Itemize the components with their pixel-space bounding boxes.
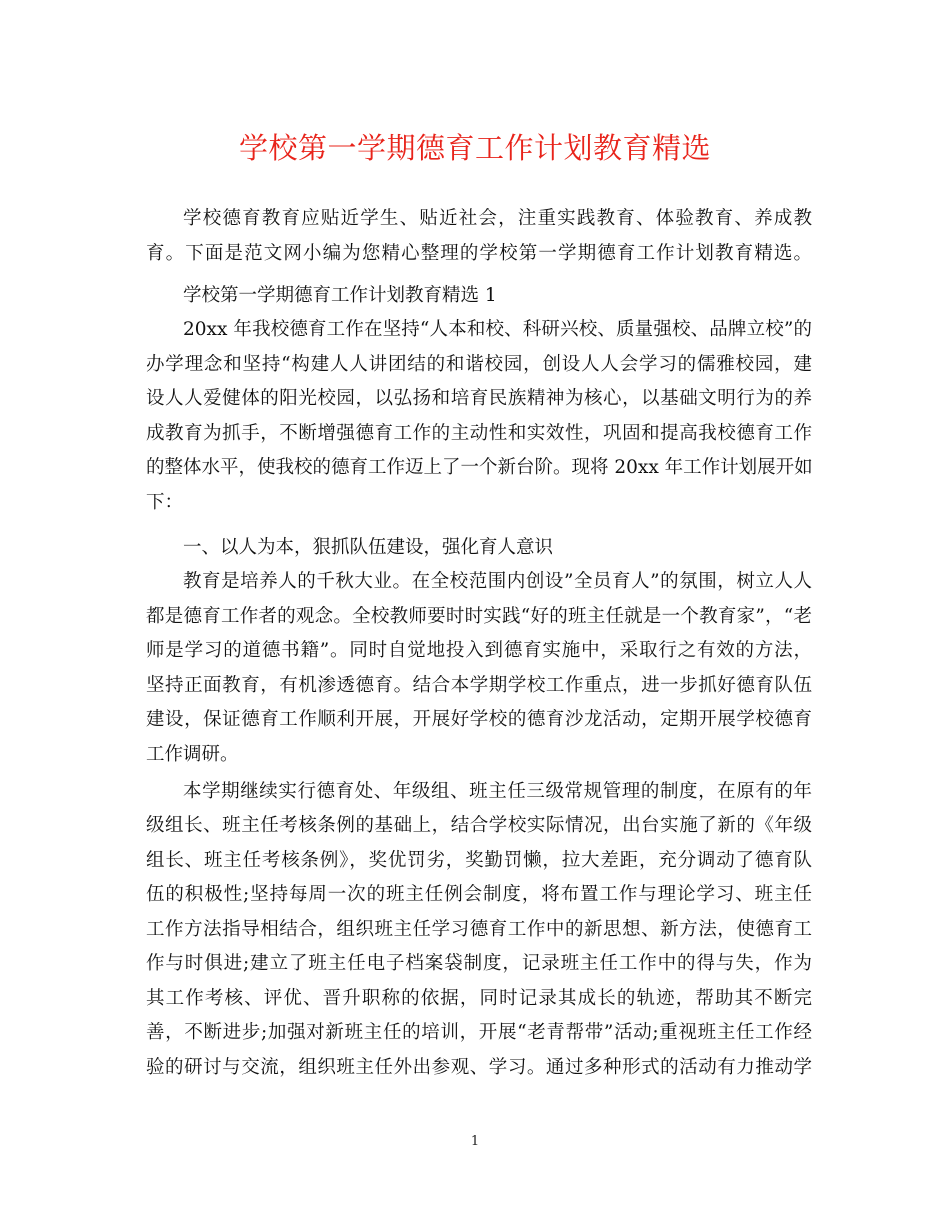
text-line: 学校德育教育应贴近学生、贴近社会，注重实践教育、体验教育、养成教: [183, 208, 812, 229]
text-line: 善，不断进步;加强对新班主任的培训，开展“老青帮带”活动;重视班主任工作经: [146, 1022, 812, 1043]
text-line: 伍的积极性;坚持每周一次的班主任例会制度，将布置工作与理论学习、班主任: [146, 884, 812, 905]
page-number: 1: [470, 1134, 480, 1149]
text-line: 坚持正面教育，有机渗透德育。结合本学期学校工作重点，进一步抓好德育队伍: [146, 675, 812, 696]
text-line: 工作调研。: [146, 744, 239, 765]
text-line: 组长、班主任考核条例》，奖优罚劣，奖勤罚懒，拉大差距，充分调动了德育队: [146, 850, 812, 871]
section-heading: 一、以人为本，狠抓队伍建设，强化育人意识: [183, 537, 554, 558]
text-line: 作与时俱进;建立了班主任电子档案袋制度，记录班主任工作中的得与失，作为: [146, 953, 812, 974]
text-line: 育。下面是范文网小编为您精心整理的学校第一学期德育工作计划教育精选。: [146, 243, 812, 264]
text-line: 师是学习的道德书籍”。同时自觉地投入到德育实施中，采取行之有效的方法，: [146, 640, 812, 661]
text-line: 验的研讨与交流，组织班主任外出参观、学习。通过多种形式的活动有力推动学: [146, 1057, 812, 1078]
text-line: 成教育为抓手，不断增强德育工作的主动性和实效性，巩固和提高我校德育工作: [146, 423, 812, 444]
text-line: 设人人爱健体的阳光校园，以弘扬和培育民族精神为核心，以基础文明行为的养: [146, 388, 812, 409]
text-line: 工作方法指导相结合，组织班主任学习德育工作中的新思想、新方法，使德育工: [146, 919, 812, 940]
text-line: 教育是培养人的千秋大业。在全校范围内创设”全员育人”的氛围，树立人人: [183, 571, 812, 592]
text-line: 其工作考核、评优、晋升职称的依据，同时记录其成长的轨迹，帮助其不断完: [146, 988, 812, 1009]
text-line: 都是德育工作者的观念。全校教师要时时实践“好的班主任就是一个教育家”，“老: [146, 606, 812, 627]
text-line: 办学理念和坚持“构建人人讲团结的和谐校园，创设人人会学习的儒雅校园，建: [146, 354, 812, 375]
text-line: 级组长、班主任考核条例的基础上，结合学校实际情况，出台实施了新的《年级: [146, 815, 812, 836]
document-title: 学校第一学期德育工作计划教育精选: [238, 131, 711, 165]
text-line: 20xx 年我校德育工作在坚持“人本和校、科研兴校、质量强校、品牌立校”的: [183, 319, 812, 340]
text-line: 建设，保证德育工作顺利开展，开展好学校的德育沙龙活动，定期开展学校德育: [146, 709, 812, 730]
text-line: 的整体水平，使我校的德育工作迈上了一个新台阶。现将 20xx 年工作计划展开如: [146, 457, 813, 478]
section-heading: 学校第一学期德育工作计划教育精选 1: [183, 285, 497, 306]
text-line: 下：: [146, 492, 184, 513]
text-line: 本学期继续实行德育处、年级组、班主任三级常规管理的制度，在原有的年: [183, 781, 812, 802]
